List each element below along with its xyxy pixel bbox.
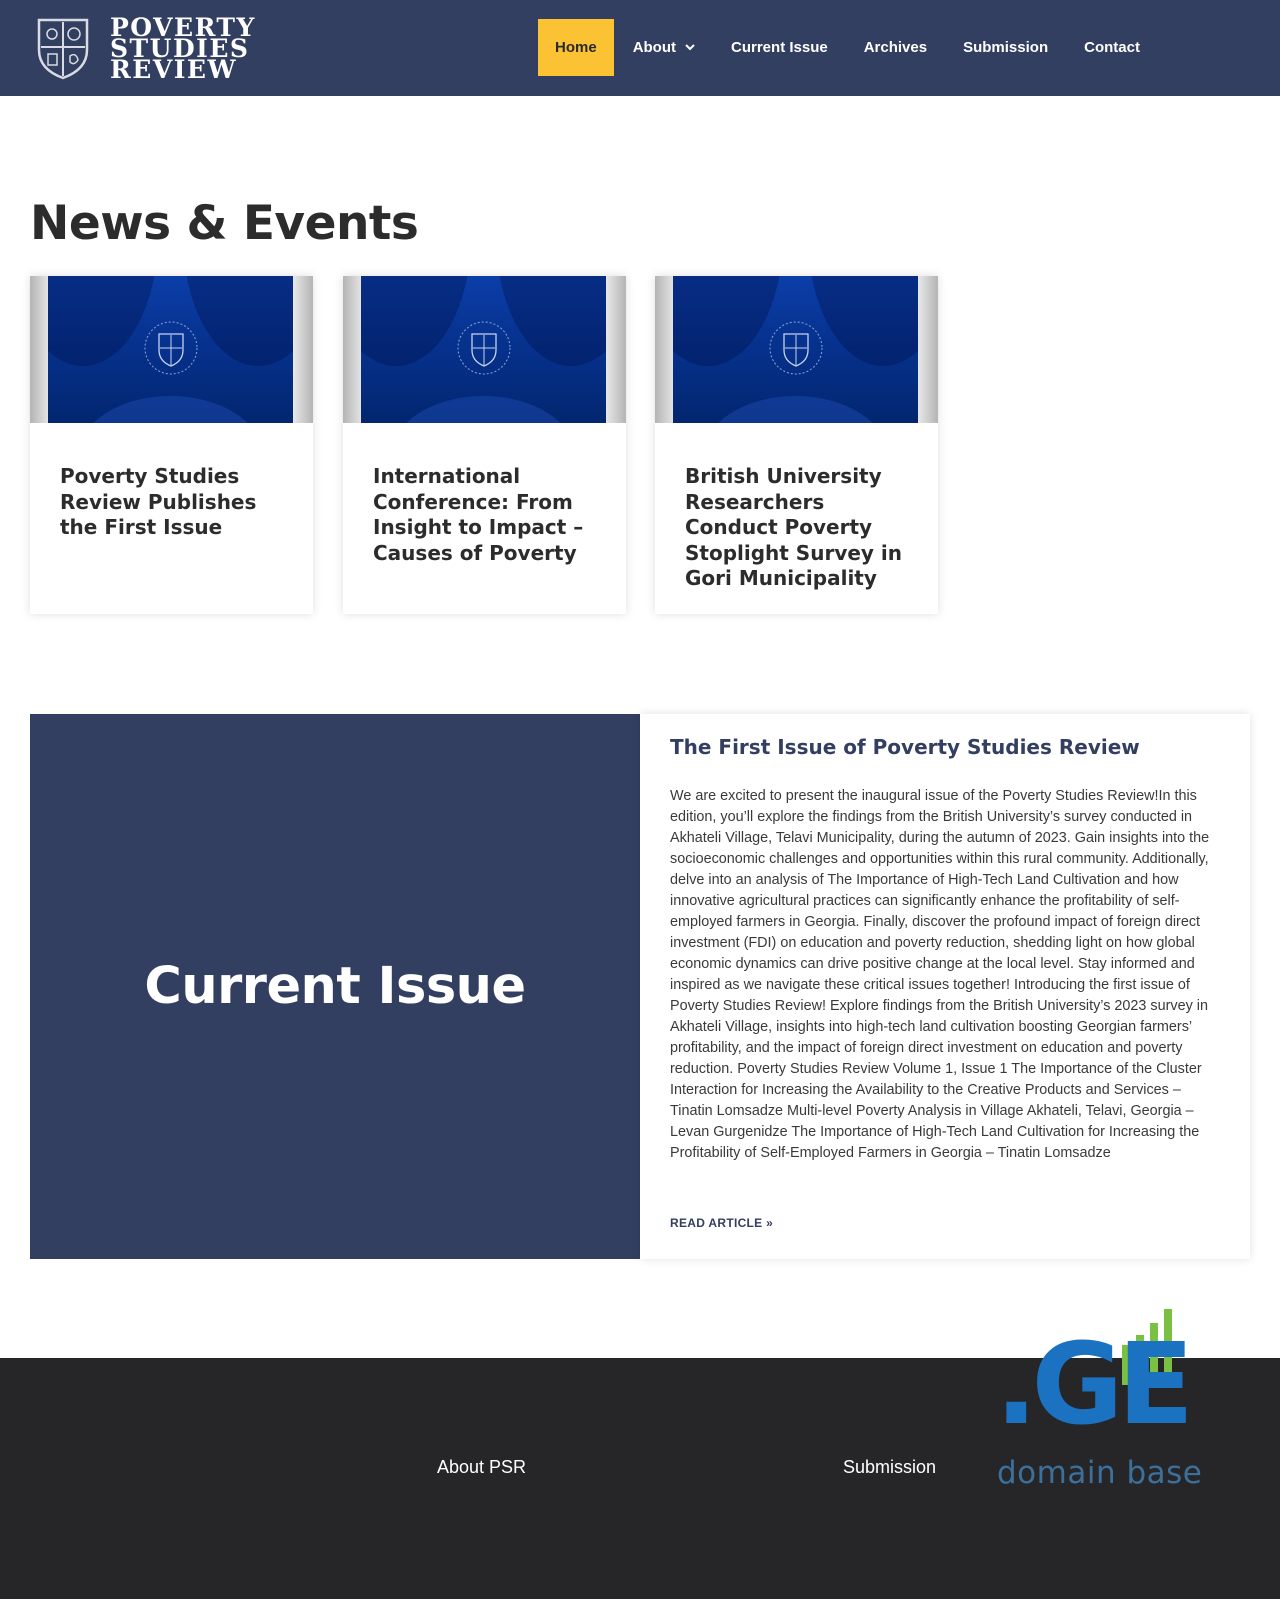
news-card-image[interactable] [655, 276, 938, 423]
shield-crest-icon [36, 16, 90, 80]
logo-line: REVIEW [110, 54, 238, 84]
news-card[interactable] [30, 276, 313, 614]
university-seal-icon [768, 318, 824, 380]
news-card[interactable] [655, 276, 938, 614]
university-seal-icon [456, 318, 512, 380]
nav-submission[interactable]: Submission [963, 39, 1049, 56]
current-issue-heading: Current Issue [144, 957, 526, 1016]
main-nav [538, 19, 1159, 76]
site-header [0, 0, 1280, 96]
news-card-title[interactable]: British University Researchers Conduct Poverty Stoplight Survey in Gori Municipality [685, 464, 903, 590]
nav-about-label: About [632, 39, 677, 56]
nav-about[interactable] [616, 19, 712, 76]
nav-contact[interactable]: Contact [1084, 39, 1140, 56]
news-card[interactable] [343, 276, 626, 614]
read-article-link[interactable]: READ ARTICLE » [670, 1216, 774, 1230]
current-issue-article [640, 714, 1250, 1259]
domain-badge-main: .GE [995, 1320, 1188, 1450]
article-body: We are excited to present the inaugural issue of the Poverty Studies Review!In this edition, you’ll explore the findings from the British University’s survey conducted in Akhateli Village, Telavi Municipality, during the autumn of 2023. Gain insights into the socioeconomic challenges and opportunities within this rural community. Additionally, delve into an analysis of The Importance of High-Tech Land Cultivation and how innovative agricultural practices can significantly enhance the profitability of self-employed farmers in Georgia. Finally, discover the profound impact of foreign direct investment (FDI) on education and poverty reduction, shedding light on how global economic dynamics can drive positive change at the local level. Stay informed and inspired as we navigate these critical issues together! Introducing the first issue of Poverty Studies Review! Explore findings from the British University’s 2023 survey in Akhateli Village, insights into high-tech land cultivation boosting Georgian farmers’ profitability, and the impact of foreign direct investment on education and poverty reduction. Poverty Studies Review Volume 1, Issue 1 The Importance of the Cluster Interaction for Increasing the Availability to the Creative Products and Services – Tinatin Lomsadze Multi-level Poverty Analysis in Village Akhateli, Telavi, Georgia – Levan Gurgenidze The Importance of High-Tech Land Cultivation for Increasing the Profitability of Self-Employed Farmers in Georgia – Tinatin Lomsadze [670, 788, 1210, 1161]
domain-badge-sub: domain base [997, 1455, 1203, 1491]
domain-base-badge[interactable] [995, 1305, 1203, 1505]
logo-wordmark [110, 12, 256, 84]
current-issue-panel [30, 714, 640, 1259]
logo-line: STUDIES [110, 33, 250, 63]
footer-link-submission[interactable]: Submission [843, 1457, 937, 1477]
article-title[interactable]: The First Issue of Poverty Studies Review [670, 735, 1140, 759]
news-card-image[interactable] [30, 276, 313, 423]
logo-line: POVERTY [110, 12, 256, 42]
news-card-image[interactable] [343, 276, 626, 423]
nav-current-issue[interactable]: Current Issue [731, 39, 828, 56]
footer-link-about[interactable]: About PSR [437, 1457, 527, 1477]
news-card-title[interactable]: International Conference: From Insight to Impact – Causes of Poverty [373, 464, 584, 565]
news-section-title: News & Events [30, 196, 419, 251]
chevron-down-icon [685, 44, 695, 51]
nav-archives[interactable]: Archives [863, 39, 928, 56]
nav-home[interactable]: Home [538, 19, 614, 76]
site-logo[interactable] [36, 12, 256, 84]
university-seal-icon [143, 318, 199, 380]
news-card-title[interactable]: Poverty Studies Review Publishes the First Issue [60, 464, 257, 539]
